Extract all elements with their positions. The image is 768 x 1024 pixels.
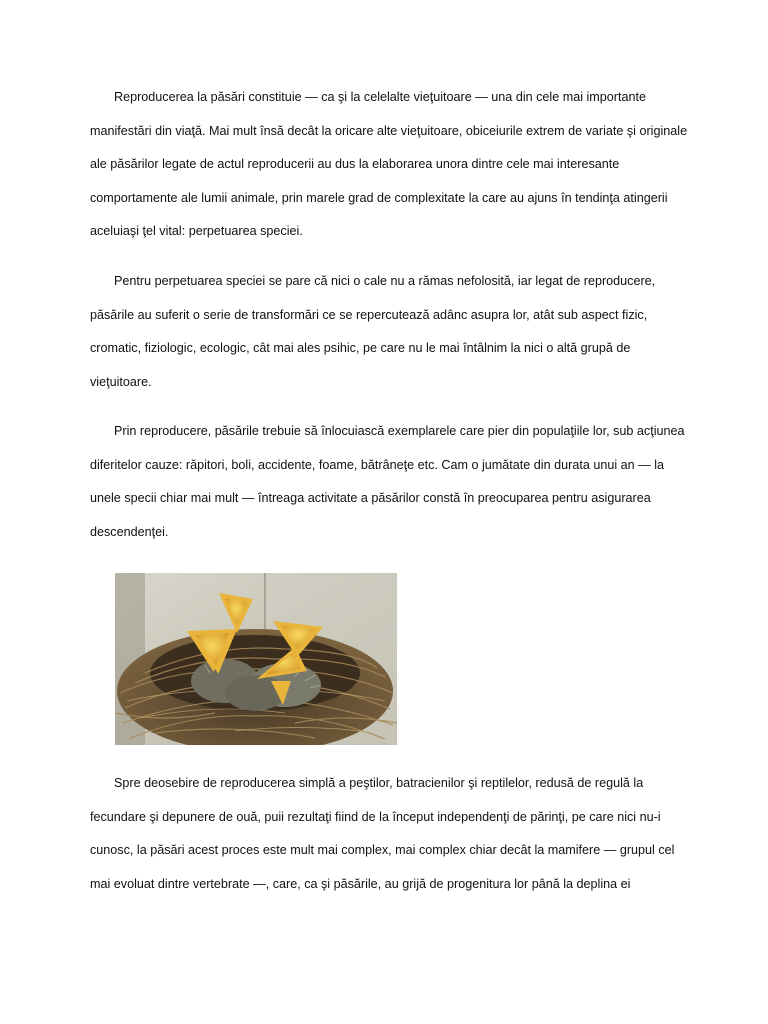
paragraph-1: Reproducerea la păsări constituie — ca şi la celelalte vieţuitoare — una din cele mai importante manifestări din viaţă. Mai mult însă decât la oricare alte vieţuitoare, obiceiurile extrem de variate şi originale ale păsărilor legate de actul reproducerii au dus la elaborarea unora dintre cele mai interesante comportamente ale lumii animale, prin marele grad de complexitate la care au ajuns în tendinţa atingerii aceluiaşi ţel vital: perpetuarea speciei. [90, 90, 688, 239]
nest-illustration [115, 573, 397, 745]
paragraph-4: Spre deosebire de reproducerea simplă a peştilor, batracienilor şi reptilelor, redusă de regulă la fecundare şi depunere de ouă, puii rezultaţi fiind de la început independenţi de părinţi, pe care nici nu-i cunosc, la păsări acest proces este mult mai complex, mai complex chiar decât la mamifere — grupul cel mai evoluat dintre vertebrate —, care, ca şi păsările, au grijă de progenitura lor până la deplina ei [90, 776, 675, 891]
nest-photo [115, 573, 397, 745]
paragraph-3: Prin reproducere, păsările trebuie să înlocuiască exemplarele care pier din populaţiile lor, sub acţiunea diferitelor cauze: răpitori, boli, accidente, foame, bătrâneţe etc. Cam o jumătate din durata unui an — la unele specii chiar mai mult — întreaga activitate a păsărilor constă în preocuparea pentru asigurarea descendenţei. [90, 424, 685, 539]
paragraph-2: Pentru perpetuarea speciei se pare că nici o cale nu a rămas nefolosită, iar legat de reproducere, păsările au suferit o serie de transformări ce se repercutează adânc asupra lor, atât sub aspect fizic, cromatic, fiziologic, ecologic, cât mai ales psihic, pe care nu le mai întâlnim la nici o altă grupă de vieţuitoare. [90, 274, 656, 389]
